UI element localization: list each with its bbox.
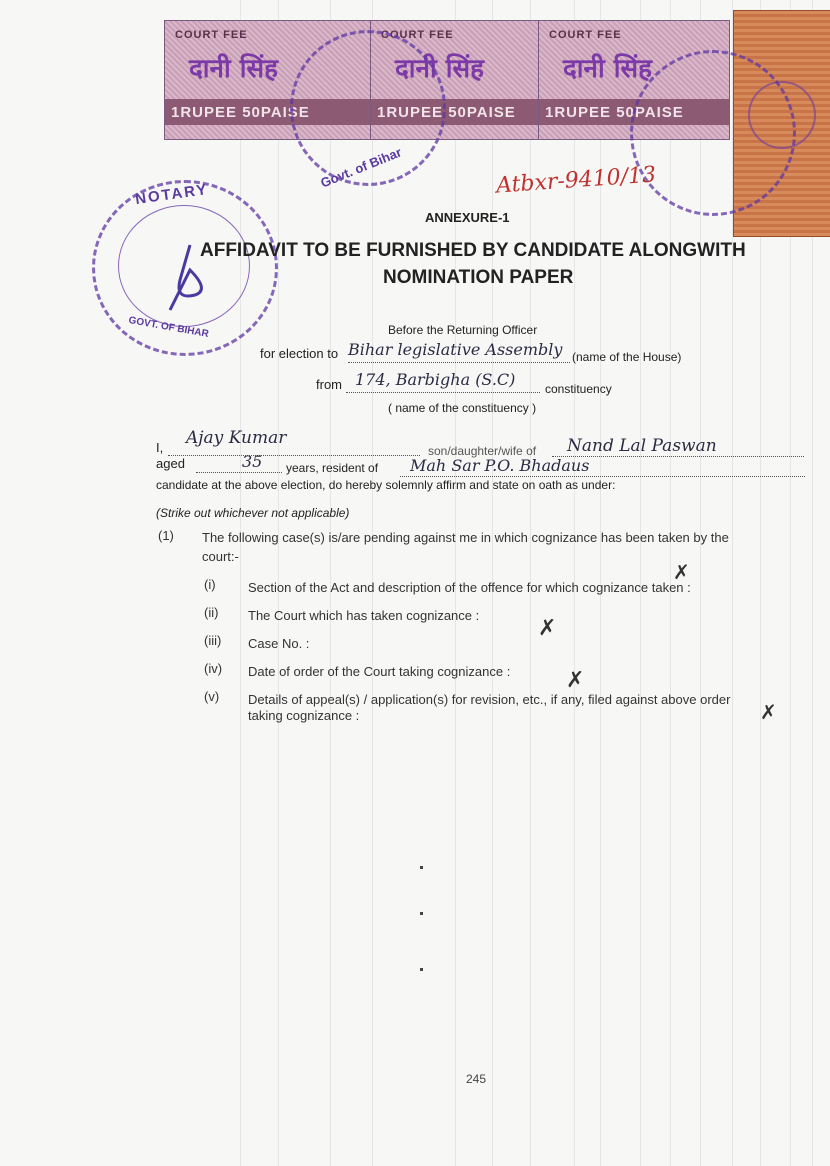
item-number: (v) (204, 689, 220, 704)
resident-label: years, resident of (286, 461, 379, 475)
constituency-suffix: constituency (545, 382, 612, 396)
strike-note: (Strike out whichever not applicable) (156, 506, 350, 520)
item-number: (i) (204, 577, 216, 592)
returning-officer-line: Before the Returning Officer (388, 323, 538, 337)
cross-mark-icon: ✗ (566, 668, 585, 693)
item-text: Case No. : (248, 636, 310, 651)
item-number: (iv) (204, 661, 223, 676)
constituency-dotted-line (346, 392, 540, 393)
dot-mark (420, 866, 423, 869)
age-dotted-line (196, 472, 282, 473)
section-text-line1: The following case(s) is/are pending against me in which cognizance has been taken by the (202, 530, 729, 545)
cross-mark-icon: ✗ (760, 700, 777, 724)
document-title-line2: NOMINATION PAPER (383, 267, 574, 288)
constituency-value: 174, Barbigha (S.C) (355, 370, 516, 389)
dot-mark (420, 968, 423, 971)
stamp-seal-right (630, 50, 796, 216)
candidate-name: Ajay Kumar (186, 428, 287, 448)
document-title-line1: AFFIDAVIT TO BE FURNISHED BY CANDIDATE ALONGWITH (200, 240, 746, 261)
item-text: Details of appeal(s) / application(s) for revision, etc., if any, filed against above order (248, 692, 731, 707)
dot-mark (420, 912, 423, 915)
stamp-label: COURT FEE (381, 29, 454, 41)
name-dotted-line (168, 455, 420, 456)
candidate-address: Mah Sar P.O. Bhadaus (410, 456, 590, 475)
section-text-line2: court:- (202, 549, 239, 564)
stamp-hindi-text: दानी सिंह (563, 54, 652, 84)
seal-text: Govt. of Bihar (318, 144, 404, 191)
election-prefix: for election to (260, 346, 339, 361)
aged-label: aged (156, 456, 185, 471)
handwritten-reference: Atbxr-9410/13 (495, 162, 657, 199)
item-text: Section of the Act and description of the offence for which cognizance taken : (248, 580, 691, 595)
item-text: The Court which has taken cognizance : (248, 608, 480, 623)
election-dotted-line (348, 362, 570, 363)
stamp-label: COURT FEE (549, 29, 622, 41)
item-text-continuation: taking cognizance : (248, 708, 360, 723)
item-number: (iii) (204, 633, 222, 648)
cross-mark-icon: ✗ (538, 616, 557, 641)
item-number: (ii) (204, 605, 219, 620)
father-name: Nand Lal Paswan (567, 436, 717, 456)
page-number: 245 (466, 1072, 487, 1086)
stamp-label: COURT FEE (175, 29, 248, 41)
stamp-value: 1RUPEE 50PAISE (545, 104, 684, 121)
relation-label: son/daughter/wife of (428, 444, 537, 458)
notary-label: NOTARY (134, 180, 210, 209)
stamp-value: 1RUPEE 50PAISE (171, 104, 310, 121)
decl-i: I, (156, 440, 164, 455)
constituency-note: ( name of the constituency ) (388, 401, 537, 415)
stamp-hindi-text: दानी सिंह (189, 54, 278, 84)
father-dotted-line (552, 456, 804, 457)
candidate-age: 35 (242, 452, 263, 471)
item-text: Date of order of the Court taking cognizance : (248, 664, 511, 679)
election-value: Bihar legislative Assembly (348, 340, 563, 359)
address-dotted-line (400, 476, 805, 477)
stamp-value: 1RUPEE 50PAISE (377, 104, 516, 121)
stamp-hindi-text: दानी सिंह (395, 54, 484, 84)
section-number: (1) (158, 528, 174, 543)
from-prefix: from (316, 377, 342, 392)
annexure-label: ANNEXURE-1 (425, 210, 510, 225)
house-suffix: (name of the House) (572, 350, 682, 364)
cross-mark-icon: ✗ (673, 560, 690, 584)
notary-bottom-text: GOVT. OF BIHAR (127, 315, 210, 340)
candidate-statement: candidate at the above election, do hereby solemnly affirm and state on oath as under: (156, 478, 616, 492)
